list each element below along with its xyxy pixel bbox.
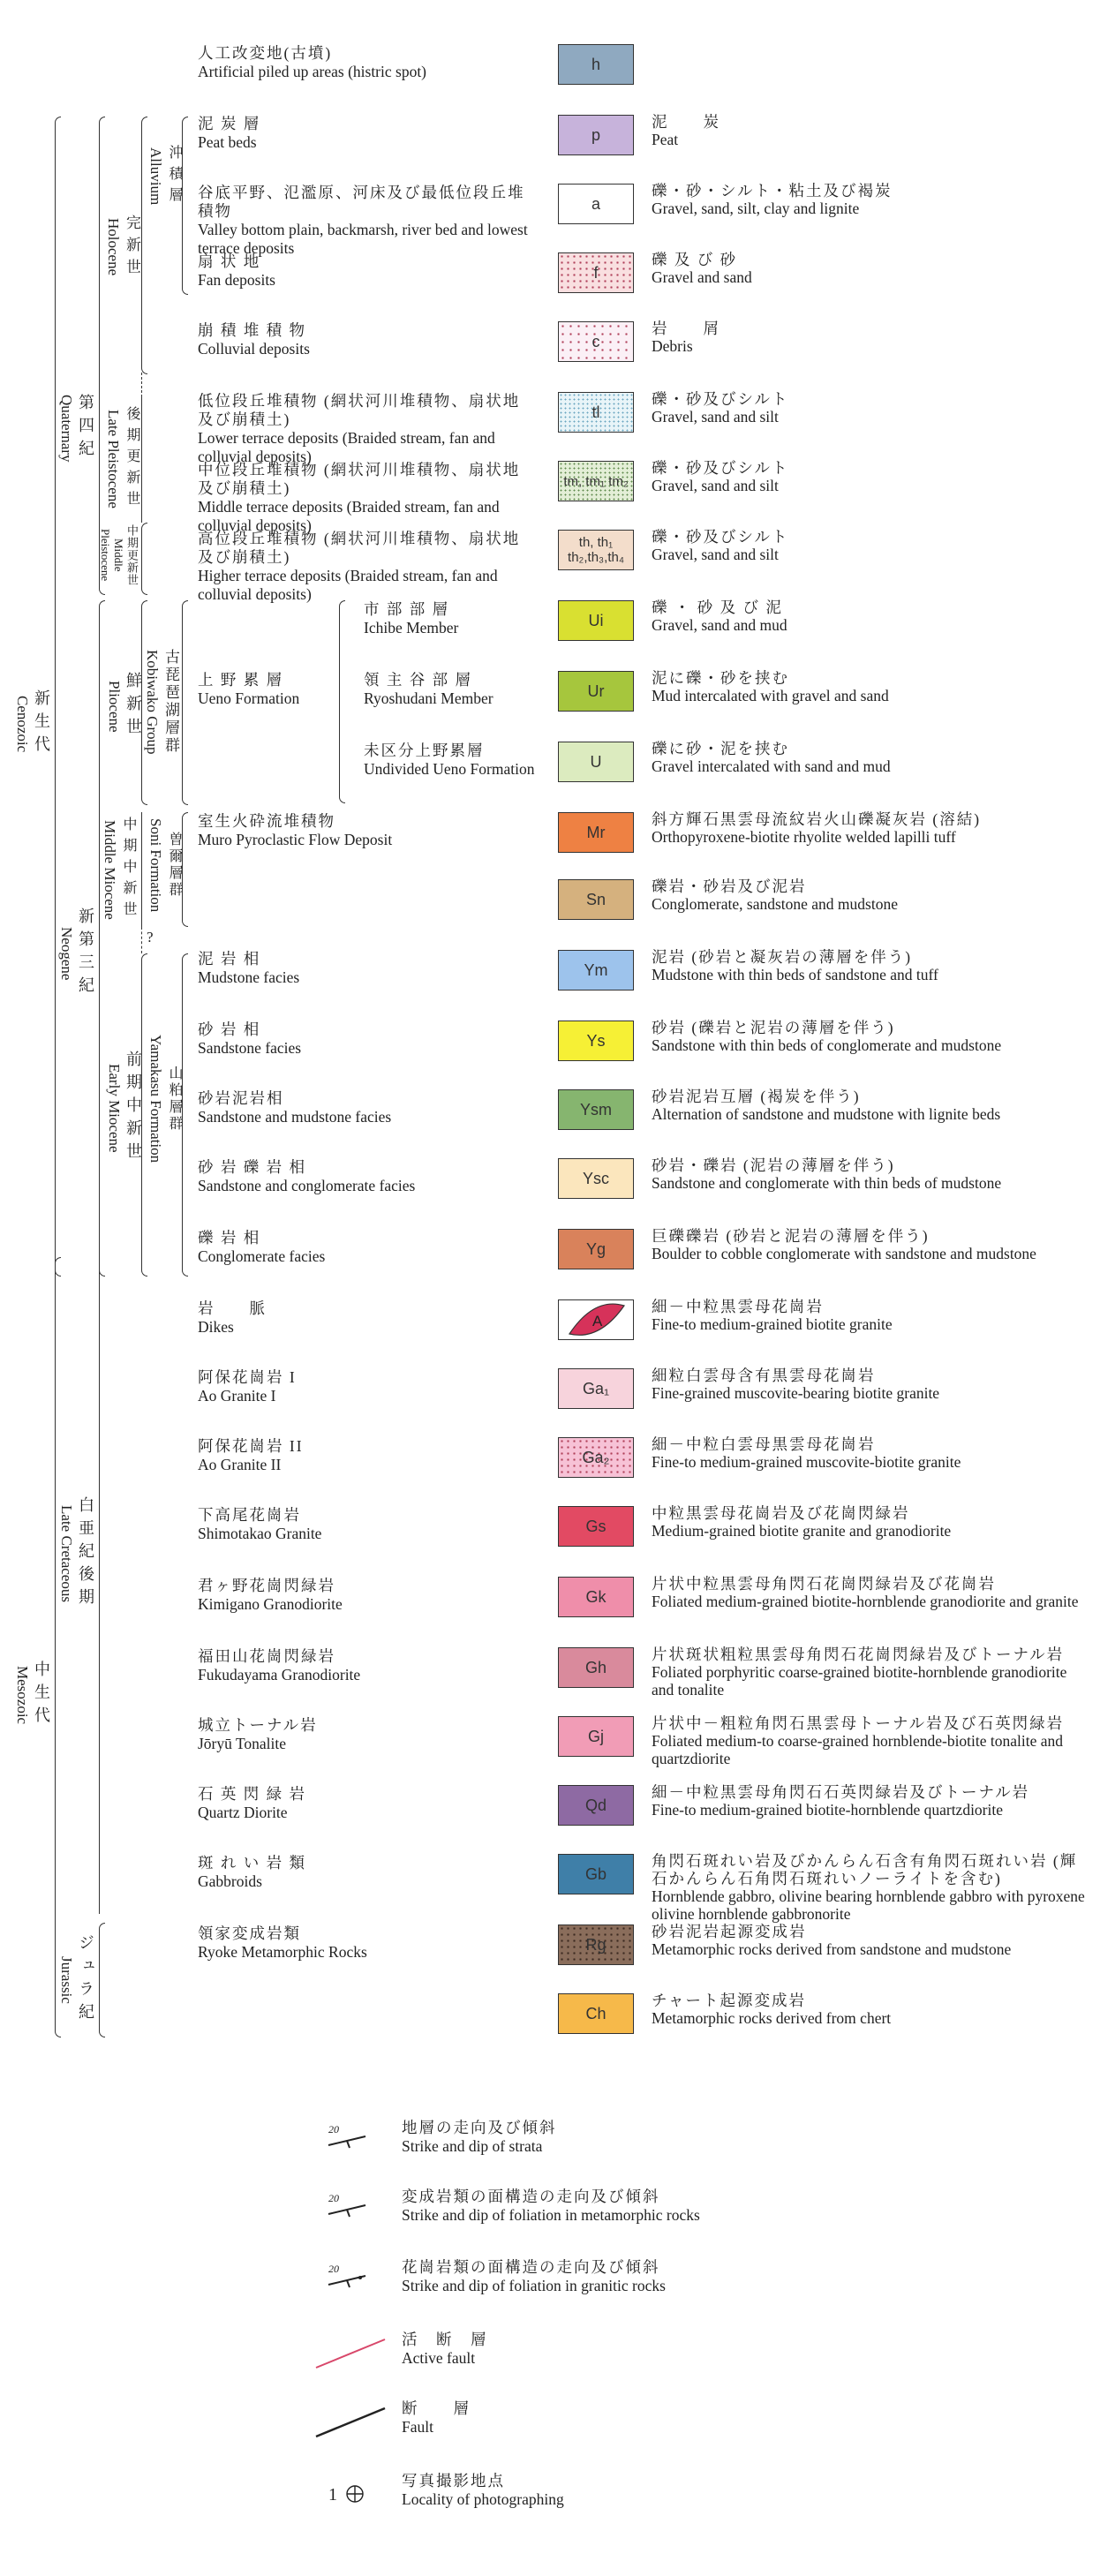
unit-color-box	[558, 1993, 634, 2034]
unit-color-box	[558, 1158, 634, 1199]
group-soni-label: 曽爾層群 Soni Formation	[147, 817, 182, 913]
unit-description-en: Peat	[652, 131, 679, 148]
unit-name	[198, 1021, 533, 1058]
unit-description-en: Gravel, sand, silt, clay and lignite	[652, 200, 860, 217]
unit-row	[0, 742, 1100, 795]
unit-name	[198, 321, 533, 358]
unit-name	[198, 1437, 533, 1474]
legend-text-jp: 地層の走向及び傾斜	[402, 2119, 557, 2136]
unit-description-en: Medium-grained biotite granite and granodiorite	[652, 1522, 952, 1540]
strike-dip-granitic-icon	[309, 2258, 388, 2302]
unit-description	[652, 1298, 1093, 1333]
strike-dip-strata-icon	[309, 2119, 388, 2163]
unit-description	[652, 251, 1093, 286]
unit-description-jp: 細－中粒白雲母黒雲母花崗岩	[652, 1435, 876, 1453]
unit-description-jp: 礫に砂・泥を挟む	[652, 740, 789, 757]
unit-name-en: Sandstone and mudstone facies	[198, 1108, 392, 1126]
unit-color-box	[558, 461, 634, 501]
unit-code: Ga₁	[582, 1379, 610, 1397]
unit-name	[198, 1854, 533, 1891]
unit-description	[652, 1852, 1093, 1923]
era-mesozoic-label: 中生代 Mesozoic	[14, 1661, 50, 1729]
unit-name	[198, 1158, 533, 1195]
unit-name-en: Ao Granite I	[198, 1387, 276, 1405]
unit-description-en: Gravel intercalated with sand and mud	[652, 757, 891, 775]
unit-name-en: Middle terrace deposits (Braided stream, fan and colluvial deposits)	[198, 498, 500, 534]
group-kobiwako-label: 古琵琶湖層群 Kobiwako Group	[144, 649, 179, 755]
unit-row	[0, 1368, 1100, 1421]
ueno-formation-label: 上 野 累 層 Ueno Formation	[198, 671, 300, 707]
unit-name-en: Muro Pyroclastic Flow Deposit	[198, 831, 393, 848]
unit-code: Ysc	[582, 1169, 609, 1187]
unit-color-box	[558, 115, 634, 155]
unit-row	[0, 115, 1100, 168]
legend-text-en: Fault	[402, 2418, 433, 2436]
unit-code: f	[593, 263, 599, 282]
dip-angle-label: 20	[328, 2263, 339, 2275]
unit-row	[0, 671, 1100, 724]
unit-description-en: Gravel, sand and silt	[652, 408, 779, 426]
unit-code: Sn	[585, 890, 607, 908]
unit-description-en: Gravel and sand	[652, 268, 752, 286]
unit-description-en: Conglomerate, sandstone and mudstone	[652, 895, 898, 913]
unit-row	[0, 1021, 1100, 1073]
unit-name-en: Ichibe Member	[364, 619, 459, 636]
unit-description-jp: 砂岩・礫岩 (泥岩の薄層を伴う)	[652, 1156, 895, 1174]
unit-description-jp: 巨礫礫岩 (砂岩と泥岩の薄層を伴う)	[652, 1227, 930, 1245]
unit-color-box	[558, 600, 634, 641]
legend-text-jp: 変成岩類の面構造の走向及び傾斜	[402, 2188, 660, 2205]
unit-row	[0, 1924, 1100, 1977]
unit-name-jp: 君ヶ野花崗閃緑岩	[198, 1577, 335, 1594]
unit-row	[0, 252, 1100, 305]
unit-description	[652, 1646, 1093, 1699]
unit-name	[198, 1647, 533, 1684]
unit-description	[652, 1435, 1093, 1471]
unit-description-jp: 角閃石斑れい岩及びかんらん石含有角閃石斑れい岩 (輝石かんらん石角閃石斑れいノーライトを含む)	[652, 1852, 1078, 1887]
unit-name-jp: 高位段丘堆積物 (網状河川堆積物、扇状地及び崩積土)	[198, 530, 521, 566]
unit-description-en: Sandstone and conglomerate with thin beds of mudstone	[652, 1174, 1002, 1192]
unit-description	[652, 320, 1093, 355]
dip-angle-label: 20	[328, 2192, 339, 2204]
unit-description	[652, 1088, 1093, 1123]
unit-description-en: Fine-grained muscovite-bearing biotite granite	[652, 1384, 940, 1402]
unit-name	[198, 392, 533, 466]
unit-name	[198, 252, 533, 290]
legend-text-en: Strike and dip of foliation in granitic rocks	[402, 2277, 666, 2294]
unit-description-en: Metamorphic rocks derived from sandstone and mudstone	[652, 1940, 1012, 1958]
unit-description-en: Fine-to medium-grained biotite-hornblende quartzdiorite	[652, 1801, 1004, 1819]
unit-color-box	[558, 392, 634, 433]
unit-name-jp: 市 部 部 層	[364, 600, 450, 618]
unit-color-box	[558, 950, 634, 990]
unit-name-jp: 崩 積 堆 積 物	[198, 321, 306, 339]
photo-number-label: 1	[328, 2485, 337, 2504]
unit-name	[364, 742, 540, 779]
legend-text-en: Active fault	[402, 2349, 476, 2367]
unit-row	[0, 1437, 1100, 1490]
unit-description-jp: 礫・砂・シルト・粘土及び褐炭	[652, 182, 893, 200]
unit-code: Gb	[584, 1864, 607, 1883]
unit-description-jp: 片状斑状粗粒黒雲母角閃石花崗閃緑岩及びトーナル岩	[652, 1646, 1065, 1663]
unit-color-box	[558, 1577, 634, 1617]
unit-description-en: Sandstone with thin beds of conglomerate and mudstone	[652, 1036, 1002, 1054]
unit-description	[652, 810, 1093, 846]
unit-name-jp: 谷底平野、氾濫原、河床及び最低位段丘堆積物	[198, 184, 525, 220]
unit-name-jp: 阿保花崗岩 I	[198, 1368, 297, 1386]
unit-name-jp: 中位段丘堆積物 (網状河川堆積物、扇状地及び崩積土)	[198, 461, 521, 497]
unit-description-en: Foliated porphyritic coarse-grained biotite-hornblende granodiorite and tonalite	[652, 1663, 1067, 1699]
unit-description-en: Mudstone with thin beds of sandstone and tuff	[652, 966, 938, 983]
unit-description	[652, 1575, 1093, 1610]
legend-text	[402, 2399, 471, 2437]
unit-description	[652, 459, 1093, 494]
unit-code: Gj	[588, 1727, 604, 1745]
unit-name-jp: 阿保花崗岩 II	[198, 1437, 304, 1455]
unit-name-jp: 室生火砕流堆積物	[198, 812, 335, 830]
unit-code: Ys	[586, 1031, 606, 1050]
unit-name-en: Shimotakao Granite	[198, 1525, 322, 1542]
group-yamakasu-label: 山粕層群 Yamakasu Formation	[147, 1035, 182, 1164]
unit-name-jp: 人工改変地(古墳)	[198, 44, 333, 62]
unit-code: Gk	[585, 1587, 607, 1606]
unit-color-box	[558, 44, 634, 85]
unit-description-jp: 片状中－粗粒角閃石黒雲母トーナル岩及び石英閃緑岩	[652, 1714, 1065, 1732]
unit-color-box	[558, 1229, 634, 1269]
legend-text	[402, 2472, 564, 2509]
legend-text	[402, 2258, 666, 2295]
unit-color-box	[558, 530, 634, 570]
unit-color-box	[558, 1437, 634, 1478]
unit-name-jp: 低位段丘堆積物 (網状河川堆積物、扇状地及び崩積土)	[198, 392, 521, 428]
unit-color-box	[558, 1021, 634, 1061]
unit-description-jp: 砂岩泥岩起源変成岩	[652, 1923, 807, 1940]
unit-row	[0, 1577, 1100, 1630]
unit-name	[198, 1368, 533, 1405]
unit-description	[652, 599, 1093, 634]
dip-angle-label: 20	[328, 2123, 339, 2135]
unit-name-jp: 斑 れ い 岩 類	[198, 1854, 306, 1872]
unit-color-box	[558, 1506, 634, 1547]
unit-description	[652, 1783, 1093, 1819]
unit-row	[0, 44, 1100, 97]
unit-name-en: Jōryū Tonalite	[198, 1735, 287, 1752]
unit-description-jp: 細－中粒黒雲母花崗岩	[652, 1298, 824, 1315]
unit-code: Qd	[584, 1796, 607, 1814]
unit-code: Ur	[587, 682, 605, 700]
unit-description-jp: 岩 屑	[652, 320, 720, 337]
unit-description-en: Orthopyroxene-biotite rhyolite welded lapilli tuff	[652, 828, 956, 846]
unit-description	[652, 528, 1093, 563]
unit-row	[0, 1089, 1100, 1142]
unit-description-en: Foliated medium-grained biotite-hornblende granodiorite and granite	[652, 1593, 1079, 1610]
legend-text-en: Strike and dip of strata	[402, 2137, 543, 2155]
unit-description-en: Debris	[652, 337, 693, 355]
unit-name-jp: 領家変成岩類	[198, 1924, 301, 1942]
unit-name-jp: 扇 状 地	[198, 252, 261, 270]
unit-name-en: Quartz Diorite	[198, 1804, 288, 1821]
unit-row	[0, 1785, 1100, 1838]
unit-name-jp: 領 主 谷 部 層	[364, 671, 472, 689]
unit-name-en: Sandstone and conglomerate facies	[198, 1177, 416, 1194]
unit-name-en: Fan deposits	[198, 271, 275, 289]
unit-name-jp: 泥 炭 層	[198, 115, 261, 132]
unit-color-box	[558, 1716, 634, 1757]
epoch-middle-pleistocene-label: 中期更新世 Middle Pleistocene	[99, 524, 139, 586]
unit-name-en: Ryoke Metamorphic Rocks	[198, 1943, 367, 1961]
epoch-holocene-label: 完新世 Holocene	[105, 214, 140, 281]
unit-description-en: Fine-to medium-grained biotite granite	[652, 1315, 893, 1333]
unit-color-box	[558, 1299, 634, 1340]
unit-code: Ui	[588, 611, 604, 629]
legend-text-en: Locality of photographing	[402, 2490, 564, 2508]
unit-name-jp: 岩 脈	[198, 1299, 267, 1317]
unit-name-jp: 砂岩泥岩相	[198, 1089, 284, 1107]
unit-description-jp: 礫岩・砂岩及び泥岩	[652, 877, 807, 895]
unit-description-jp: 礫 及 び 砂	[652, 251, 738, 268]
unit-name	[198, 184, 533, 258]
legend-text	[402, 2188, 700, 2225]
unit-row	[0, 1647, 1100, 1700]
unit-name	[198, 1506, 533, 1543]
unit-name-jp: 下高尾花崗岩	[198, 1506, 301, 1524]
period-quaternary-label: 第四紀 Quaternary	[58, 394, 94, 463]
unit-name	[198, 1089, 533, 1126]
unit-name	[198, 530, 533, 604]
unit-name-en: Mudstone facies	[198, 968, 300, 986]
period-jurassic-label: ジュラ紀 Jurassic	[58, 1934, 94, 2026]
unit-row	[0, 1158, 1100, 1211]
unit-description-jp: 礫 ・ 砂 及 び 泥	[652, 599, 783, 616]
epoch-early-miocene-label: 前期中新世 Early Miocene	[106, 1051, 142, 1165]
unit-code: Mr	[586, 823, 606, 841]
unit-name	[198, 1716, 533, 1753]
unit-name-jp: 福田山花崗閃緑岩	[198, 1647, 335, 1665]
unit-description-jp: 泥岩 (砂岩と凝灰岩の薄層を伴う)	[652, 948, 913, 966]
unit-description-jp: 泥 炭	[652, 113, 720, 131]
unit-code: Gh	[584, 1658, 607, 1676]
unit-description	[652, 1504, 1093, 1540]
unit-name-jp: 城立トーナル岩	[198, 1716, 318, 1734]
unit-name-en: Artificial piled up areas (histric spot)	[198, 63, 427, 80]
unit-description	[652, 1923, 1093, 1958]
unit-name	[198, 461, 533, 535]
unit-code: A	[592, 1313, 603, 1329]
unit-name	[364, 600, 540, 637]
unit-name-en: Conglomerate facies	[198, 1247, 326, 1265]
unit-name	[198, 1299, 533, 1337]
unit-row	[0, 950, 1100, 1003]
era-cenozoic-label: 新生代 Cenozoic	[14, 689, 50, 758]
unit-row	[0, 1506, 1100, 1559]
unit-description	[652, 182, 1093, 217]
unit-name-jp: 泥 岩 相	[198, 950, 261, 968]
strike-dip-metamorphic-icon	[309, 2188, 388, 2232]
unit-color-box	[558, 879, 634, 920]
unit-row	[0, 812, 1100, 865]
unit-color-box	[558, 742, 634, 782]
unit-name-jp: 石 英 閃 緑 岩	[198, 1785, 306, 1803]
unit-description-jp: 礫・砂及びシルト	[652, 528, 789, 546]
unit-code: Yg	[585, 1239, 607, 1258]
unit-description	[652, 877, 1093, 913]
unit-description-jp: 片状中粒黒雲母角閃石花崗閃緑岩及び花崗岩	[652, 1575, 996, 1593]
unit-description-en: Boulder to cobble conglomerate with sandstone and mudstone	[652, 1245, 1036, 1262]
unit-code: a	[591, 194, 600, 213]
unit-row	[0, 1993, 1100, 2046]
unit-description-en: Gravel, sand and mud	[652, 616, 787, 634]
unit-name-en: Ryoshudani Member	[364, 689, 493, 707]
unit-color-box	[558, 1854, 634, 1894]
unit-color-box	[558, 1647, 634, 1688]
legend-text	[402, 2331, 488, 2368]
unit-name-en: Sandstone facies	[198, 1039, 302, 1057]
unit-name-jp: 礫 岩 相	[198, 1229, 261, 1247]
unit-code: c	[591, 332, 600, 350]
unit-row	[0, 1852, 1100, 1923]
unit-description	[652, 1992, 1093, 2027]
unit-code: U	[590, 752, 602, 771]
unit-code: Rg	[585, 1935, 607, 1954]
unit-row	[0, 879, 1100, 932]
unit-name-en: Undivided Ueno Formation	[364, 760, 535, 778]
unit-description-en: Foliated medium-to coarse-grained hornblende-biotite tonalite and quartzdiorite	[652, 1732, 1064, 1767]
unit-description-en: Metamorphic rocks derived from chert	[652, 2009, 892, 2027]
unit-description	[652, 390, 1093, 426]
unit-color-box	[558, 184, 634, 224]
unit-description-jp: 細粒白雲母含有黒雲母花崗岩	[652, 1367, 876, 1384]
unit-color-box	[558, 1368, 634, 1409]
dike-symbol-icon	[559, 1300, 633, 1339]
legend-text-en: Strike and dip of foliation in metamorphic rocks	[402, 2206, 700, 2224]
unit-name	[198, 44, 533, 81]
unit-description-en: Hornblende gabbro, olivine bearing hornblende gabbro with pyroxene olivine hornblende gabbronorite	[652, 1887, 1085, 1923]
unit-row	[0, 600, 1100, 653]
unit-row	[0, 321, 1100, 374]
legend-text-jp: 花崗岩類の面構造の走向及び傾斜	[402, 2258, 660, 2276]
unit-description-en: Alternation of sandstone and mudstone with lignite beds	[652, 1105, 1001, 1123]
unit-description-jp: 泥に礫・砂を挟む	[652, 669, 789, 687]
unit-description	[652, 1156, 1093, 1192]
unit-code: tl	[591, 403, 600, 421]
legend-text-jp: 活 断 層	[402, 2331, 488, 2348]
unit-name-en: Dikes	[198, 1318, 234, 1336]
photo-locality-icon	[309, 2472, 388, 2516]
unit-name-en: Valley bottom plain, backmarsh, river bed and lowest terrace deposits	[198, 221, 528, 257]
unit-color-box	[558, 1089, 634, 1130]
unit-name-en: Fukudayama Granodiorite	[198, 1666, 361, 1683]
active-fault-icon	[309, 2331, 388, 2375]
unit-name-en: Peat beds	[198, 133, 257, 151]
unit-description	[652, 1367, 1093, 1402]
unit-description-en: Gravel, sand and silt	[652, 546, 779, 563]
unit-name	[364, 671, 540, 708]
unit-row	[0, 1299, 1100, 1352]
unit-description-en: Mud intercalated with gravel and sand	[652, 687, 889, 704]
legend-text-jp: 断 層	[402, 2399, 471, 2417]
unit-name	[198, 812, 533, 849]
legend-text-jp: 写真撮影地点	[402, 2472, 505, 2489]
period-neogene-label: 新第三紀 Neogene	[58, 908, 94, 999]
unit-name	[198, 950, 533, 987]
unit-color-box	[558, 1924, 634, 1965]
unit-name-jp: 未区分上野累層	[364, 742, 485, 759]
unit-color-box	[558, 1785, 634, 1826]
unit-name	[198, 1924, 533, 1962]
unit-name	[198, 115, 533, 152]
epoch-late-pleistocene-label: 後期更新世 Late Pleistocene	[105, 406, 139, 512]
unit-name-jp: 砂 岩 礫 岩 相	[198, 1158, 306, 1176]
unit-description-jp: 礫・砂及びシルト	[652, 390, 789, 408]
unit-code: h	[591, 55, 600, 73]
unit-code: tm, tm₁ tm₂	[563, 473, 629, 489]
unit-description-jp: 中粒黒雲母花崗岩及び花崗閃緑岩	[652, 1504, 910, 1522]
unit-description	[652, 1714, 1093, 1767]
unit-code: Ysm	[580, 1100, 612, 1119]
epoch-middle-miocene-label: 中期中新世 Middle Miocene	[102, 817, 136, 923]
unit-color-box	[558, 321, 634, 362]
unit-description	[652, 740, 1093, 775]
unit-name-en: Colluvial deposits	[198, 340, 310, 358]
group-alluvium-label: 沖積層 Alluvium	[147, 145, 182, 208]
unit-name	[198, 1577, 533, 1614]
unit-name	[198, 1229, 533, 1266]
unit-code: Ym	[584, 960, 608, 979]
unit-description	[652, 1227, 1093, 1262]
unit-description-jp: 斜方輝石黒雲母流紋岩火山礫凝灰岩 (溶結)	[652, 810, 982, 828]
unit-description-jp: 砂岩泥岩互層 (褐炭を伴う)	[652, 1088, 861, 1105]
unit-color-box	[558, 252, 634, 293]
unit-row	[0, 528, 1100, 603]
unit-description	[652, 948, 1093, 983]
unit-color-box	[558, 812, 634, 853]
period-late-cretaceous-label: 白亜紀後期 Late Cretaceous	[58, 1496, 94, 1611]
fault-icon	[309, 2399, 388, 2444]
epoch-pliocene-label: 鮮新世 Pliocene	[106, 672, 142, 741]
unit-name-en: Lower terrace deposits (Braided stream, fan and colluvial deposits)	[198, 429, 495, 465]
unit-description-jp: 細－中粒黒雲母角閃石石英閃緑岩及びトーナル岩	[652, 1783, 1030, 1801]
unit-code: th, th₁ th₂,th₃,th₄	[568, 535, 624, 565]
unit-row	[0, 1716, 1100, 1769]
unit-code: Ch	[585, 2004, 607, 2022]
unit-name-en: Higher terrace deposits (Braided stream, fan and colluvial deposits)	[198, 567, 498, 603]
unit-description	[652, 669, 1093, 704]
question-mark: ?	[147, 929, 154, 945]
unit-description-jp: 砂岩 (礫岩と泥岩の薄層を伴う)	[652, 1019, 895, 1036]
unit-code: Ga₂	[582, 1448, 610, 1466]
unit-name-en: Gabbroids	[198, 1872, 262, 1890]
unit-description-jp: チャート起源変成岩	[652, 1992, 806, 2009]
unit-description	[652, 113, 1093, 148]
legend-text	[402, 2119, 557, 2156]
unit-row	[0, 1229, 1100, 1282]
unit-color-box	[558, 671, 634, 712]
unit-name-en: Kimigano Granodiorite	[198, 1595, 343, 1613]
unit-description-jp: 礫・砂及びシルト	[652, 459, 789, 477]
unit-name-jp: 砂 岩 相	[198, 1021, 261, 1038]
unit-description-en: Fine-to medium-grained muscovite-biotite granite	[652, 1453, 961, 1471]
unit-name-en: Ao Granite II	[198, 1456, 282, 1473]
unit-name	[198, 1785, 533, 1822]
unit-code: p	[591, 125, 600, 144]
unit-description-en: Gravel, sand and silt	[652, 477, 779, 494]
unit-description	[652, 1019, 1093, 1054]
unit-code: Gs	[585, 1517, 607, 1535]
